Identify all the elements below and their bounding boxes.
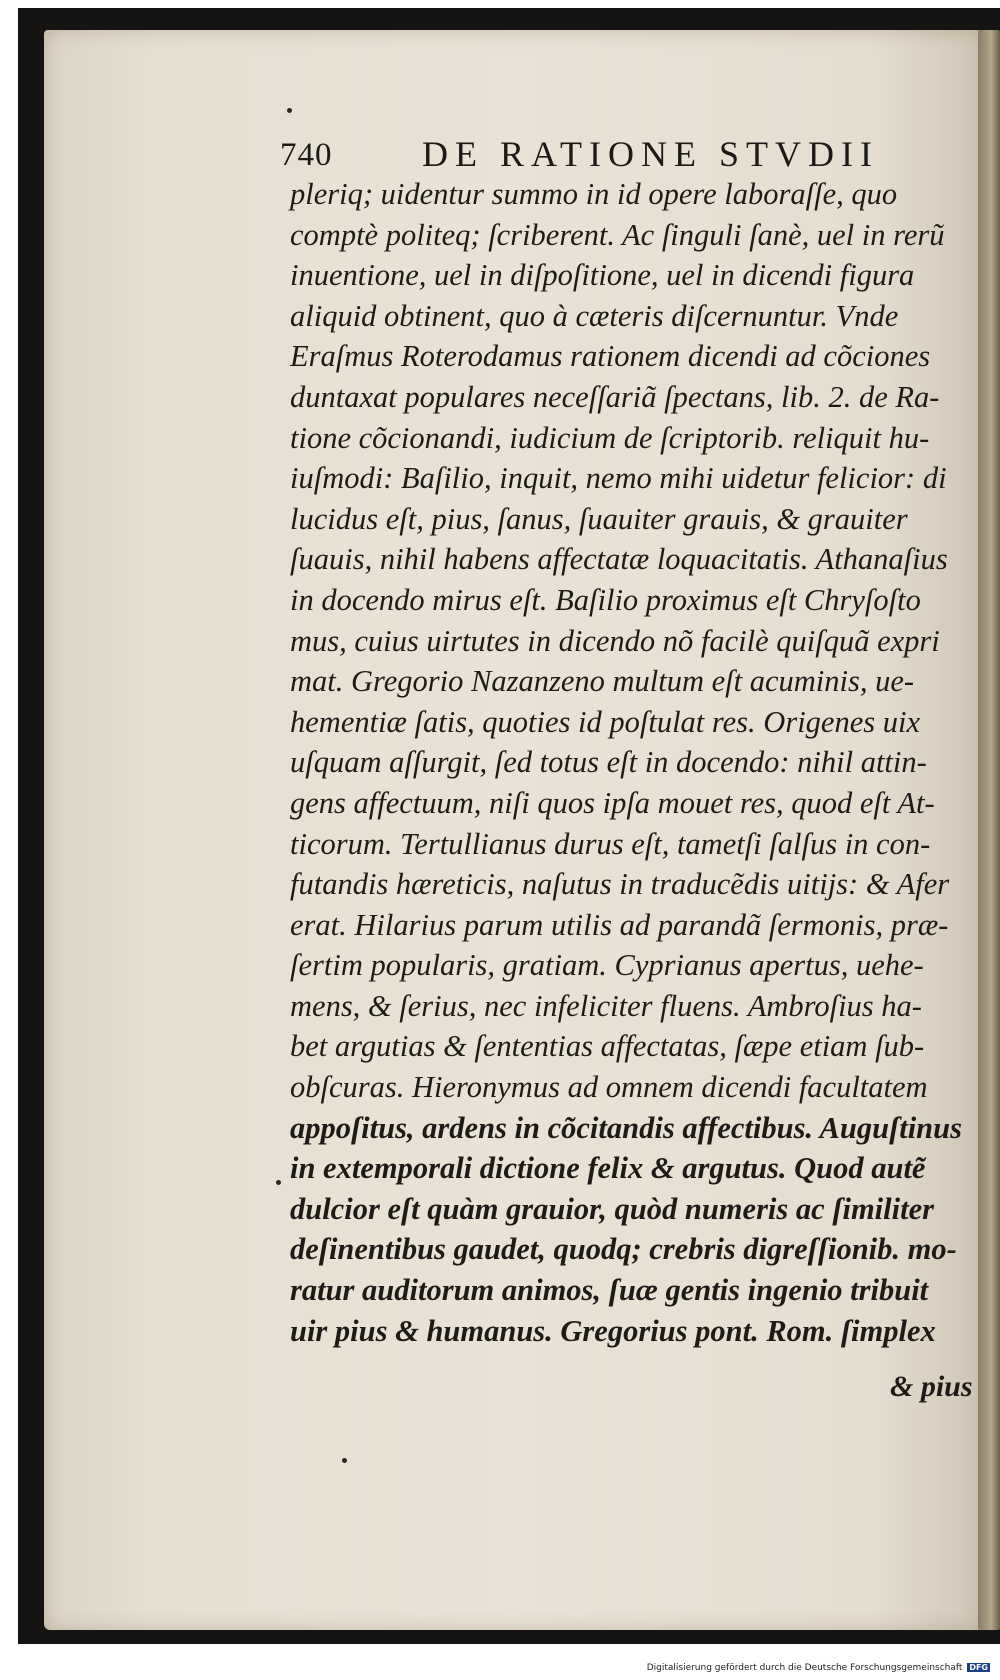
page-number: 740 — [280, 137, 333, 173]
text-line: comptè politeq; ſcriberent. Ac ſinguli ſanè, uel in rerũ — [290, 217, 945, 252]
credit-text: Digitalisierung gefördert durch die Deutsche Forschungsgemeinschaft — [646, 1663, 963, 1673]
text-line: lucidus eſt, pius, ſanus, ſuauiter grauis, & grauiter — [290, 501, 908, 536]
text-line: erat. Hilarius parum utilis ad parandã ſermonis, præ- — [290, 907, 949, 942]
text-line: mus, cuius uirtutes in dicendo nõ facilè quiſquã expri — [290, 623, 940, 658]
text-line: ſuauis, nihil habens affectatæ loquacitatis. Athanaſius — [290, 542, 948, 577]
text-line: inuentione, uel in diſpoſitione, uel in dicendi figura — [290, 258, 915, 293]
text-line: mens, & ſerius, nec infeliciter fluens. Ambroſius ha- — [290, 988, 922, 1023]
text-line: deſinentibus gaudet, quodq; crebris digreſſionib. mo- — [290, 1232, 957, 1267]
text-line: ſertim popularis, gratiam. Cyprianus apertus, uehe- — [290, 948, 924, 983]
body-text — [290, 174, 970, 1351]
catchword: & pius — [890, 1370, 973, 1403]
text-line: futandis hæreticis, naſutus in traducẽdis uitijs: & Afer — [290, 867, 950, 902]
text-line: duntaxat populares neceſſariã ſpectans, lib. 2. de Ra- — [290, 379, 940, 414]
text-line: bet argutias & ſententias affectatas, ſæpe etiam ſub- — [290, 1029, 925, 1064]
text-line: uſquam aſſurgit, ſed totus eſt in docendo: nihil attin- — [290, 745, 927, 780]
text-line: tione cõcionandi, iudicium de ſcriptorib. reliquit hu- — [290, 420, 930, 455]
text-line: Eraſmus Roterodamus rationem dicendi ad cõciones — [290, 339, 931, 374]
text-line: dulcior eſt quàm grauior, quòd numeris ac ſimiliter — [290, 1191, 934, 1226]
text-line: aliquid obtinent, quo à cæteris diſcernuntur. Vnde — [290, 298, 899, 333]
ink-speck — [342, 1458, 347, 1463]
text-line: pleriq; uidentur summo in id opere laboraſſe, quo — [290, 177, 898, 211]
text-line: appoſitus, ardens in cõcitandis affectibus. Auguſtinus — [290, 1110, 962, 1145]
dfg-logo: DFG — [969, 1663, 988, 1672]
text-line: uir pius & humanus. Gregorius pont. Rom. ſimplex — [290, 1313, 936, 1348]
running-head: DE RATIONE STVDII — [422, 134, 879, 174]
text-line: gens affectuum, niſi quos ipſa mouet res, quod eſt At- — [290, 785, 935, 820]
text-line: obſcuras. Hieronymus ad omnem dicendi facultatem — [290, 1070, 928, 1105]
text-line: mat. Gregorio Nazanzeno multum eſt acuminis, ue- — [290, 664, 915, 699]
text-line: in extemporali dictione felix & argutus. Quod autẽ — [290, 1151, 926, 1186]
text-line: hementiæ ſatis, quoties id poſtulat res. Origenes uix — [290, 704, 921, 739]
ink-speck — [276, 1180, 281, 1185]
page-edge — [978, 30, 1000, 1630]
text-line: in docendo mirus eſt. Baſilio proximus eſt Chryſoſto — [290, 582, 921, 617]
ink-speck — [287, 108, 292, 113]
text-line: ticorum. Tertullianus durus eſt, tametſi ſalſus in con- — [290, 826, 931, 861]
text-line: ratur auditorum animos, ſuæ gentis ingenio tribuit — [290, 1273, 929, 1308]
text-line: iuſmodi: Baſilio, inquit, nemo mihi uidetur felicior: di — [290, 461, 947, 496]
digitization-credit — [647, 1663, 990, 1673]
